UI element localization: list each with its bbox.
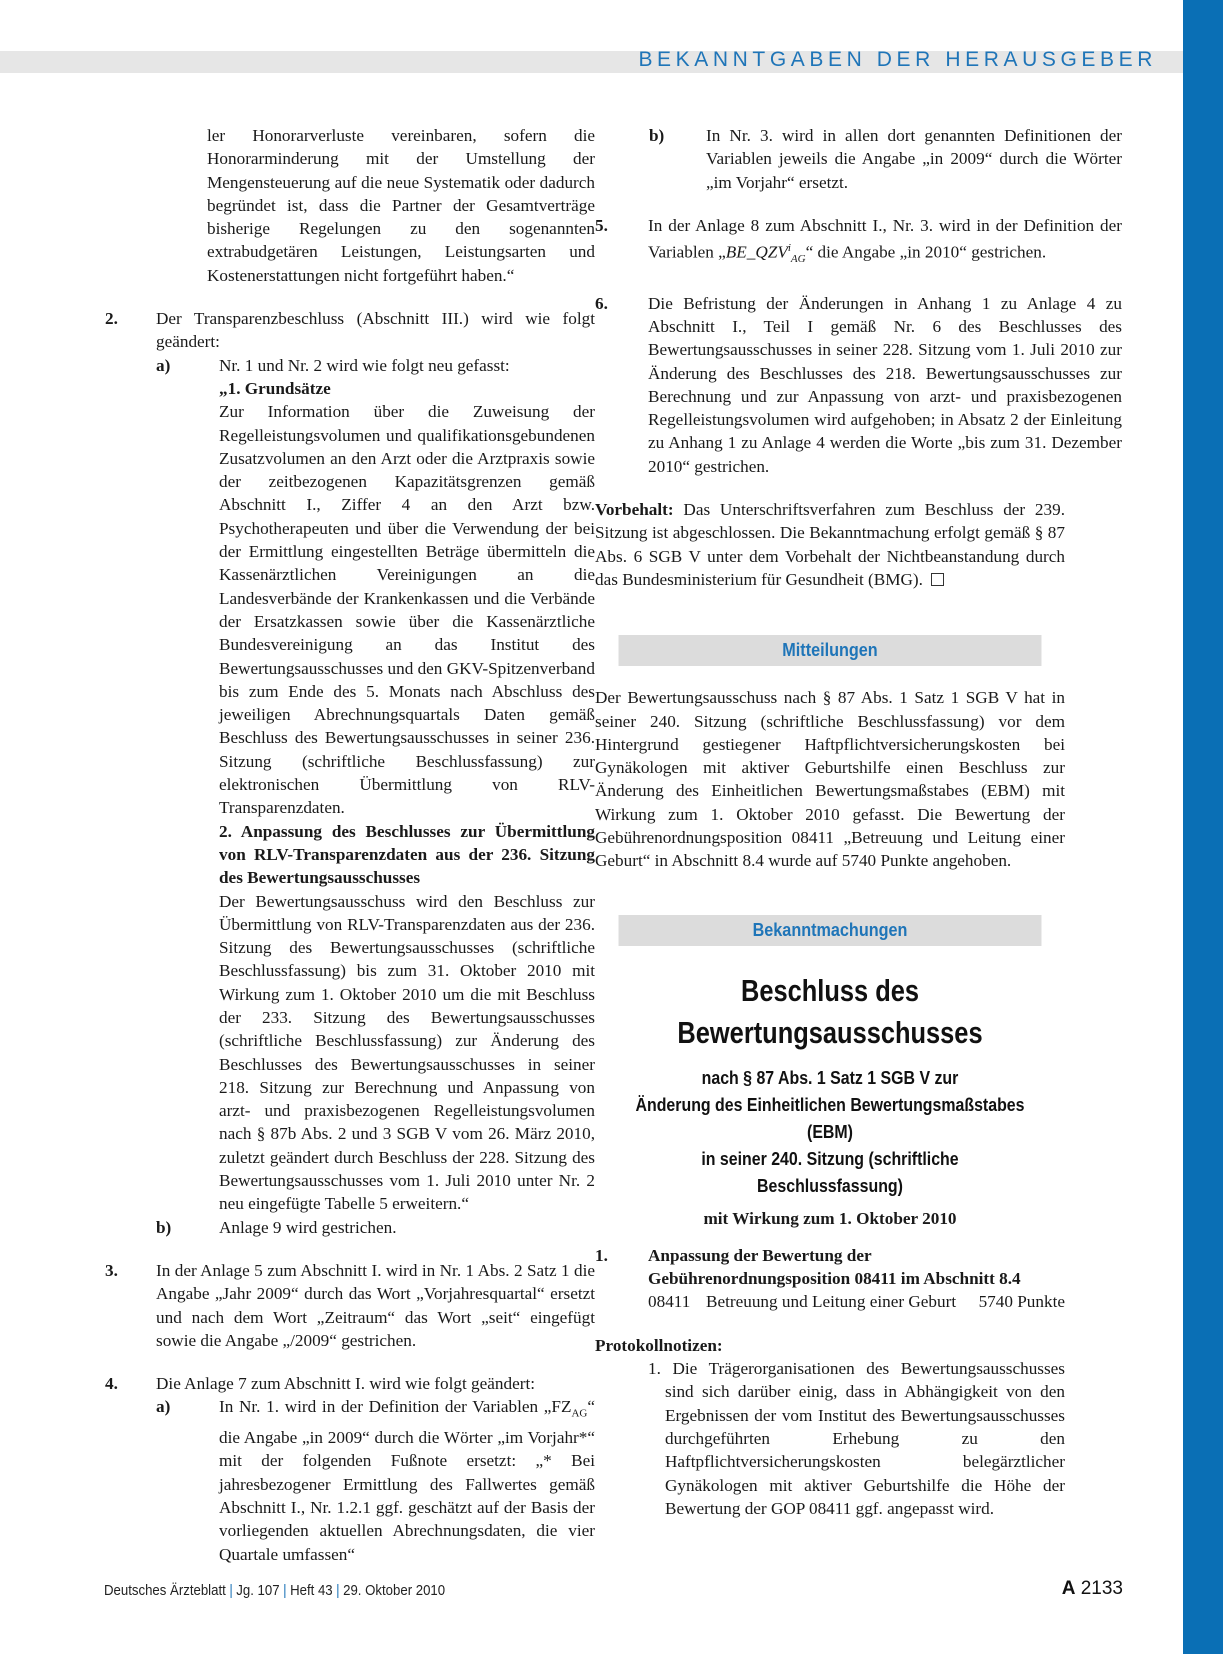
body-paragraph: Der Bewertungsausschuss wird den Beschluss zur Übermittlung von RLV-Transparenzdaten aus der 236. Sitzung des Bewertungsausschusses (schriftliche Beschlussfassung) bis zum 31. Oktober 2010 mit Wirkung zum 1. Oktober 2010 um die mit Beschluss der 233. Sitzung des Bewertungsausschusses (schriftliche Beschlussfassung) zur Änderung des Beschlusses des Bewertungsausschusses in seiner 218. Sitzung zur Berechnung und Anpassung von arzt- und praxisbezogenen Regelleistungsvolumen nach § 87b Abs. 2 und 3 SGB V vom 26. März 2010, zuletzt geändert durch Beschluss der 228. Sitzung des Bewertungsausschusses vom 1. Juli 2010 unter Nr. 2 neu eingefügte Tabelle 5 erweitern.“ [219, 891, 595, 1214]
item-6 [595, 292, 1122, 478]
title-line: Beschluss des [740, 972, 920, 1008]
subtitle-line: nach § 87 Abs. 1 Satz 1 SGB V zur [701, 1066, 959, 1088]
intro-paragraph: ler Honorarverluste vereinbaren, sofern die Honorarminderung mit der Umstellung der Mengensteuerung auf die neue Systematik oder dadurch begründet ist, dass die Partner der Gesamtverträge bisherige Regelungen zu den sogenannten extrabudgetären Leistungen, Leistungsarten und Kostenerstattungen nicht fortgeführt haben.“ [207, 126, 595, 285]
gop-points: 5740 Punkte [978, 1292, 1065, 1312]
footer-citation: Deutsches Ärzteblatt | Jg. 107 | Heft 43 | 29. Oktober 2010 [104, 1582, 446, 1599]
item-number: 5. [595, 215, 608, 235]
item-text: Der Transparenzbeschluss (Abschnitt III.) wird wie folgt geändert: [156, 309, 595, 352]
subitem-4a [156, 1395, 595, 1566]
bekanntmachungen-label: Bekanntmachungen [619, 915, 1042, 946]
item-text: Die Anlage 7 zum Abschnitt I. wird wie folgt geändert: [156, 1374, 535, 1394]
item-number: 3. [105, 1260, 118, 1280]
subitem-text: Anlage 9 wird gestrichen. [219, 1217, 397, 1237]
subscript: AG [571, 1407, 588, 1420]
subitem-4b [649, 124, 1122, 194]
gop-row [648, 1290, 1065, 1313]
resolution-title [637, 970, 1022, 1054]
subscript: AG [790, 253, 806, 266]
protokoll-label: Protokollnotizen: [595, 1335, 723, 1355]
subitem-label: a) [156, 355, 171, 375]
subitem-2a [156, 354, 595, 1216]
subtitle-line: in seiner 240. Sitzung (schriftliche Beschlussfassung) [701, 1147, 959, 1196]
subitem-text: In Nr. 3. wird in allen dort genannten Definitionen der Variablen jeweils die Angabe „in 2009“ durch die Wörter „im Vorjahr“ ersetzt. [706, 126, 1122, 192]
issue-date: 29. Oktober 2010 [343, 1582, 446, 1599]
mitteilungen-paragraph: Der Bewertungsausschuss nach § 87 Abs. 1 Satz 1 SGB V hat in seiner 240. Sitzung (schriftliche Beschlussfassung) vor dem Hintergrund gestiegener Haftpflichtversicherungskosten bei Gynäkologen mit aktiver Geburtshilfe einen Beschluss zur Änderung des Einheitlichen Bewertungsmaßstabes (EBM) mit Wirkung zum 1. Oktober 2010 gefasst. Die Bewertung der Gebührenordnungsposition 08411 „Betreuung und Leitung einer Geburt“ in Abschnitt 8.4 wurde auf 5740 Punkte angehoben. [595, 688, 1065, 871]
item-number: 1. [595, 1245, 608, 1265]
item-5 [595, 214, 1122, 272]
text-run: “ die Angabe „in 2009“ durch die Wörter „im Vorjahr*“ mit der folgenden Fußnote ersetzt: „* Bei jahresbezogener Ermittlung des Fallwertes gemäß Abschnitt I., Nr. 1.2.1 ggf. geschätzt auf der Basis der vorliegenden aktuellen Abrechnungsdaten, die vier Quartale umfassen“ [219, 1397, 595, 1564]
edge-color-bar [1183, 0, 1223, 1654]
section-header-title: BEKANNTGABEN DER HERAUSGEBER [638, 48, 1157, 71]
item-3 [105, 1259, 595, 1352]
end-of-article-icon [931, 573, 944, 586]
resolution-subtitle [628, 1064, 1032, 1199]
subitem-2b [156, 1216, 595, 1239]
subsection-heading: „1. Grundsätze [219, 378, 331, 398]
mitteilungen-label: Mitteilungen [619, 635, 1042, 666]
subsection-heading: 2. Anpassung des Beschlusses zur Übermittlung von RLV-Transparenzdaten aus der 236. Sitzung des Bewertungsausschusses [219, 821, 595, 888]
title-line: Bewertungsausschusses [677, 1014, 983, 1050]
gop-code: 08411 [648, 1292, 691, 1312]
page-number [1062, 1578, 1123, 1600]
journal-name: Deutsches Ärzteblatt [104, 1582, 226, 1599]
item-text [648, 214, 1122, 272]
item-text: In der Anlage 5 zum Abschnitt I. wird in Nr. 1 Abs. 2 Satz 1 die Angabe „Jahr 2009“ durch das Wort „Vorjahresquartal“ ersetzt und nach dem Wort „Zeitraum“ das Wort „seit“ eingefügt sowie die Angabe „/2009“ gestrichen. [156, 1260, 595, 1350]
subitem-label: a) [156, 1397, 171, 1417]
vorbehalt-paragraph [595, 498, 1065, 591]
item-number: 6. [595, 293, 608, 313]
issue: Heft 43 [290, 1582, 333, 1599]
effective-date: mit Wirkung zum 1. Oktober 2010 [703, 1208, 957, 1228]
item-number: 4. [105, 1374, 118, 1394]
text-run: “ die Angabe „in 2010“ gestrichen. [805, 242, 1047, 262]
vorbehalt-label: Vorbehalt: [595, 500, 674, 520]
protokoll-note-1: 1. Die Trägerorganisationen des Bewertungsausschusses sind sich darüber einig, dass in Abhängigkeit von den Ergebnissen der vom Institut des Bewertungsausschusses durchgeführten Erhebung zu den Haftpflichtversicherungskosten belegärztlicher Gynäkologen mit aktiver Geburtshilfe die Höhe der Bewertung der GOP 08411 ggf. angepasst wird. [648, 1359, 1065, 1518]
item-text: Die Befristung der Änderungen in Anhang 1 zu Anlage 4 zu Abschnitt I., Teil I gemäß Nr. 6 des Beschlusses des Bewertungsausschusses in seiner 228. Sitzung vom 1. Juli 2010 zur Änderung des Beschlusses des 218. Bewertungsausschusses zur Berechnung und zur Anpassung von arzt- und praxisbezogenen Regelleistungsvolumen wird aufgehoben; in Absatz 2 der Einleitung zu Anhang 1 zu Anlage 4 werden die Worte „bis zum 31. Dezember 2010“ gestrichen. [648, 293, 1122, 476]
volume: Jg. 107 [236, 1582, 280, 1599]
page-prefix: A [1061, 1578, 1076, 1599]
gop-description: Betreuung und Leitung einer Geburt [706, 1292, 957, 1312]
item-4 [105, 1372, 595, 1566]
subitem-text: Nr. 1 und Nr. 2 wird wie folgt neu gefasst: [219, 355, 510, 375]
page-number-value: 2133 [1080, 1578, 1123, 1599]
item-2 [105, 307, 595, 1239]
subitem-label: b) [649, 126, 665, 145]
item-heading: Anpassung der Bewertung der Gebührenordnungsposition 08411 im Abschnitt 8.4 [648, 1245, 1021, 1289]
variable-name: BE_QZV [725, 242, 788, 262]
subitem-label: b) [156, 1217, 172, 1237]
vorbehalt-text: Das Unterschriftsverfahren zum Beschluss der 239. Sitzung ist abgeschlossen. Die Bekanntmachung erfolgt gemäß § 87 Abs. 6 SGB V unter dem Vorbehalt der Nichtbeanstandung durch das Bundesministerium für Gesundheit (BMG). [595, 500, 1066, 589]
subtitle-line: Änderung des Einheitlichen Bewertungsmaßstabes (EBM) [635, 1093, 1025, 1142]
left-column [105, 124, 595, 1566]
right-column [595, 124, 1122, 1520]
superscript: i [787, 242, 791, 255]
resolution-item-1 [595, 1244, 1065, 1314]
item-number: 2. [105, 309, 118, 329]
text-run: In Nr. 1. wird in der Definition der Variablen „FZ [219, 1397, 572, 1417]
body-paragraph: Zur Information über die Zuweisung der Regelleistungsvolumen und qualifikationsgebundenen Zusatzvolumen an den Arzt oder die Arztpraxis sowie der zeitbezogenen Kapazitätsgrenzen gemäß Abschnitt I., Ziffer 4 an den Arzt bzw. Psychotherapeuten und über die Verwendung der bei der Ermittlung eingestellten Beträge übermitteln die Kassenärztlichen Vereinigungen an die Landesverbände der Krankenkassen und die Verbände der Ersatzkassen sowie über die Kassenärztliche Bundesvereinigung an das Institut des Bewertungsausschusses und den GKV-Spitzenverband bis zum Ende des 5. Monats nach Abschluss des jeweiligen Abrechnungsquartals Daten gemäß Beschluss des Bewertungsausschusses in seiner 236. Sitzung (schriftliche Beschlussfassung) zur elektronischen Übermittlung von RLV-Transparenzdaten. [219, 402, 595, 818]
subitem-text [219, 1395, 595, 1566]
text-run: In der Anlage 8 zum Abschnitt I., Nr. 3. wird in der Definition der Variablen „ [648, 215, 1122, 262]
